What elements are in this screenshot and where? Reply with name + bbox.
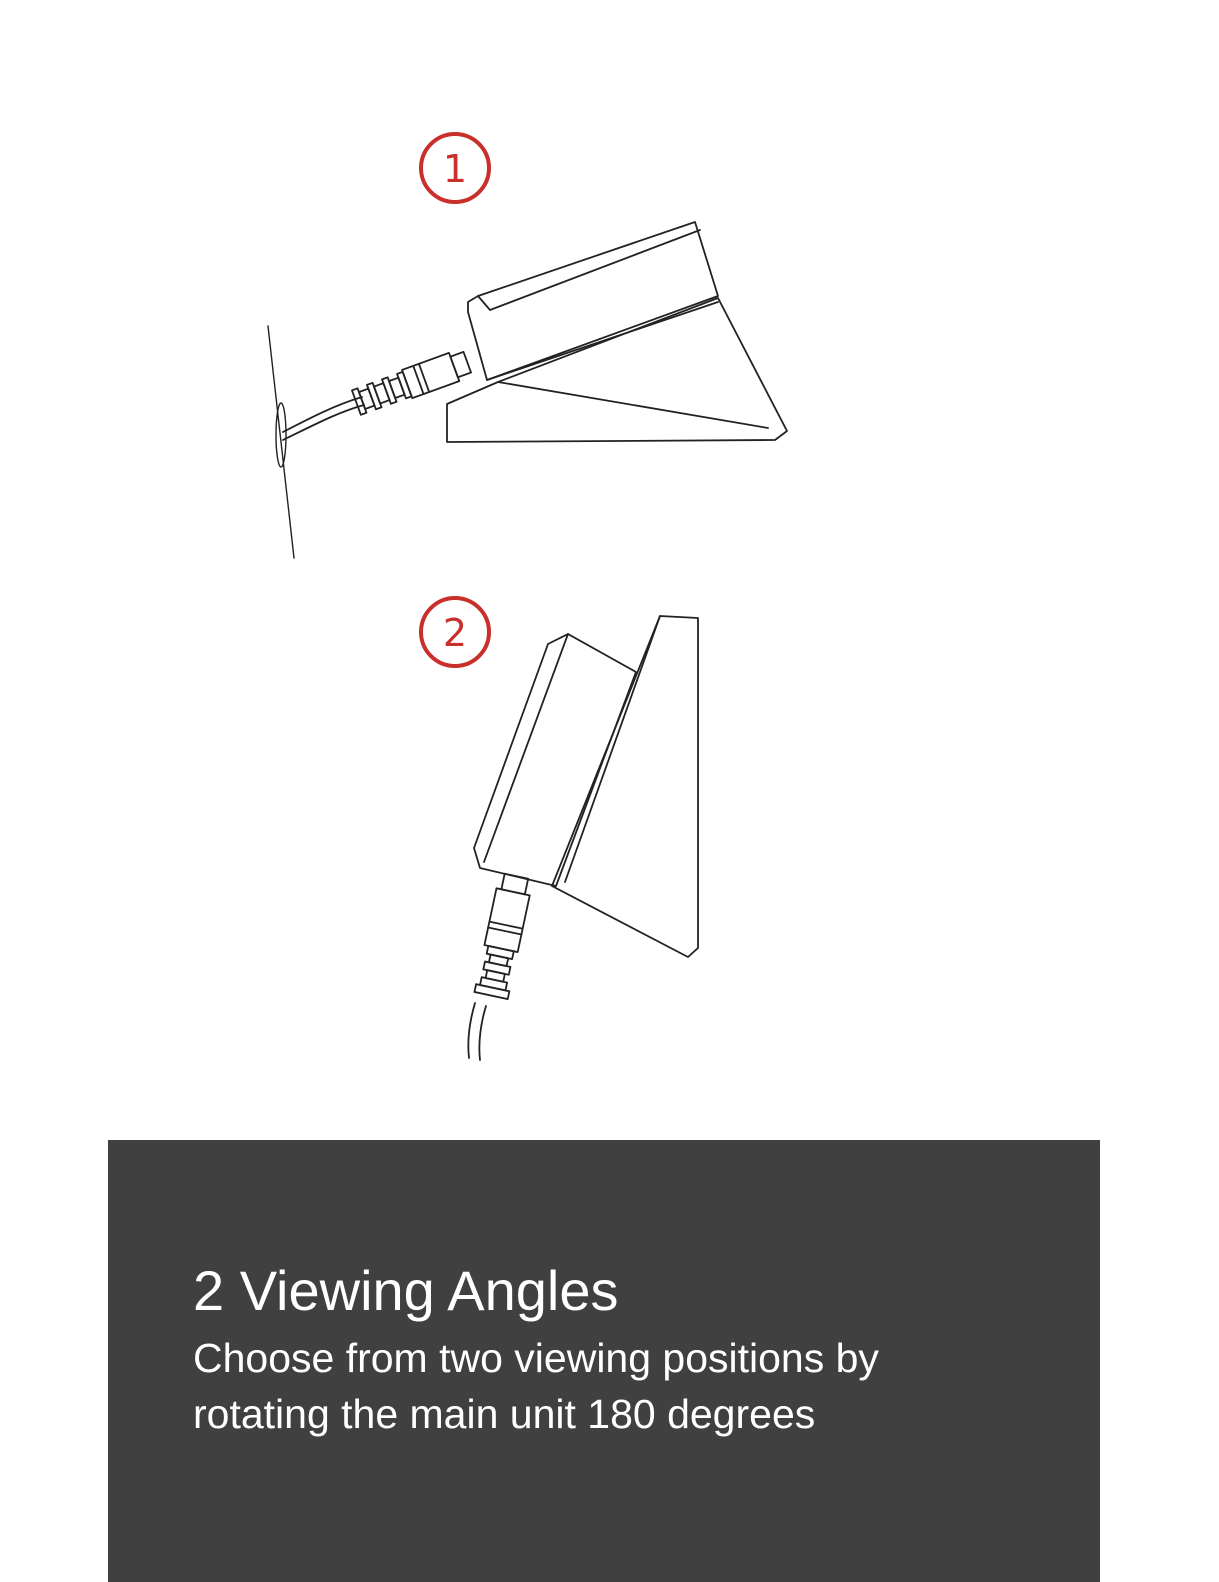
step-1-number: 1: [442, 147, 468, 191]
step-1-badge: [421, 134, 489, 202]
step-2-badge: [421, 598, 489, 666]
step-1-device-drawing: [268, 222, 787, 558]
feature-description: Choose from two viewing positions by rotating the main unit 180 degrees: [193, 1335, 879, 1437]
step-2-device-drawing: [468, 616, 698, 1060]
step-2-number: 2: [442, 611, 468, 655]
feature-title: 2 Viewing Angles: [193, 1259, 619, 1322]
feature-info-panel: [108, 1140, 1100, 1582]
